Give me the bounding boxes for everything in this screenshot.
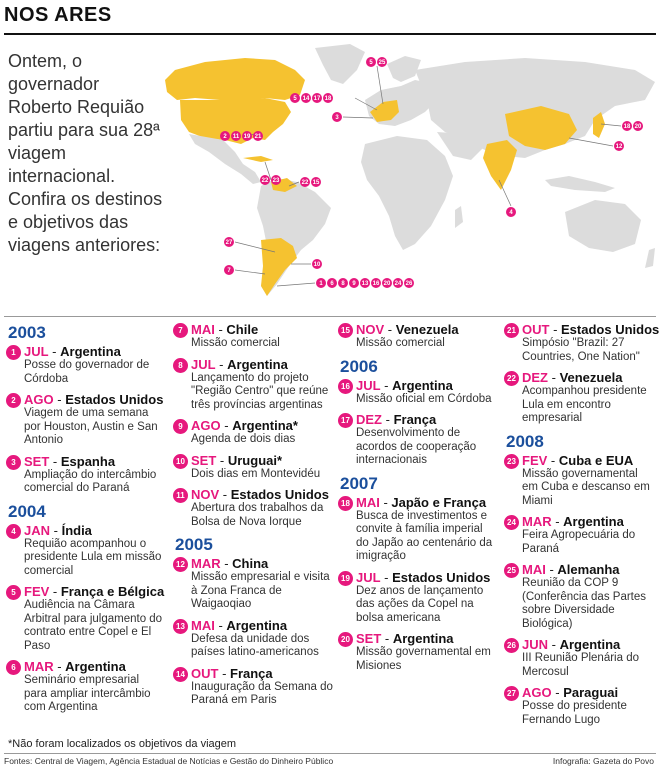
year-heading: 2005: [175, 535, 213, 554]
intro-text: Ontem, o governador Roberto Requião partiu para sua 28ª viagem internacional. Confira os destinos e objetivos das viagens anteriores:: [8, 51, 163, 255]
trip-number-badge: 3: [6, 455, 21, 470]
trip-entry: [504, 370, 656, 426]
trip-description: Dez anos de lançamento das ações da Copel na bolsa americana: [356, 584, 484, 624]
map-marker-label: 12: [615, 144, 623, 151]
trip-description: Ampliação do intercâmbio comercial do Paraná: [24, 468, 157, 494]
trip-separator: -: [551, 685, 564, 700]
trip-destination: Estados Unidos: [392, 569, 491, 585]
map-marker-label: 18: [623, 124, 631, 131]
trip-month: MAI: [356, 494, 380, 510]
trip-number-badge: 4: [6, 524, 21, 539]
title-rule: [4, 33, 656, 35]
trip-month: JUL: [356, 569, 381, 585]
marker-leader-line: [343, 117, 373, 118]
trip-number-badge: 19: [338, 571, 353, 586]
trip-destination: Espanha: [60, 453, 116, 469]
map-marker-label: 22: [261, 178, 269, 185]
africa-shape: [361, 136, 453, 250]
trip-destination: França: [393, 412, 437, 427]
trip-destination: Venezuela: [559, 370, 623, 385]
trip-heading: [191, 487, 333, 502]
trip-separator: -: [49, 584, 61, 599]
trip-month: MAR: [522, 514, 552, 529]
map-marker-label: 17: [313, 96, 321, 103]
trip-description: Abertura dos trabalhos da Bolsa de Nova Iorque: [191, 502, 324, 528]
trip-destination: Paraguai: [563, 685, 619, 700]
trip-description: Defesa da unidade dos países latino-americanos: [191, 632, 319, 658]
trip-description: Busca de investimentos e convite à família imperial do Japão ao centenário da imigração: [356, 509, 493, 562]
trip-heading: [24, 344, 164, 359]
trip-entry: [173, 618, 333, 660]
argentina-shape: [261, 238, 297, 296]
map-marker-label: 23: [272, 178, 280, 185]
map-marker-label: 18: [324, 96, 332, 103]
trip-separator: -: [216, 452, 228, 468]
trip-entry: [6, 454, 164, 496]
trip-entry: [173, 453, 333, 482]
trip-heading: [356, 631, 498, 646]
trip-entry: [173, 487, 333, 529]
credit: Infografia: Gazeta do Povo: [552, 756, 654, 766]
trip-heading: [522, 685, 656, 700]
trip-month: MAR: [24, 659, 54, 674]
trip-destination: Argentina: [60, 344, 121, 359]
trip-description: Missão governamental em Cuba e descanso em Miami: [522, 467, 650, 507]
trip-month: SET: [24, 453, 50, 469]
trip-destination: França: [230, 665, 273, 681]
trip-heading: [356, 495, 498, 510]
map-marker-label: 9: [352, 281, 356, 288]
trip-heading: [191, 322, 333, 337]
marker-leader-line: [277, 283, 315, 286]
trip-number-badge: 18: [338, 496, 353, 511]
trip-entry: [173, 357, 333, 413]
trip-destination: Argentina: [65, 659, 126, 674]
map-marker-label: 4: [509, 210, 513, 217]
trip-heading: [191, 453, 333, 468]
trip-heading: [522, 453, 656, 468]
new-zealand-shape: [645, 248, 655, 268]
trip-number-badge: 25: [504, 563, 519, 578]
trip-number-badge: 1: [6, 345, 21, 360]
trip-destination: Estados Unidos: [561, 322, 660, 337]
column-1: [6, 322, 164, 721]
map-marker-label: 16: [372, 281, 380, 288]
trip-separator: -: [50, 522, 62, 538]
trip-number-badge: 20: [338, 632, 353, 647]
trip-heading: [522, 637, 656, 652]
trip-month: AGO: [24, 392, 54, 407]
trip-entry: [504, 637, 656, 679]
trip-month: JUN: [522, 637, 549, 652]
trip-heading: [356, 378, 498, 393]
trip-destination: Cuba e EUA: [558, 452, 634, 468]
trip-month: MAR: [191, 556, 221, 571]
map-marker-label: 22: [301, 180, 309, 187]
map-rule: [4, 316, 656, 317]
trip-entry: [173, 556, 333, 612]
trip-separator: -: [214, 617, 227, 633]
trip-month: SET: [191, 452, 217, 468]
trip-description: Requião acompanhou o presidente Lula em missão comercial: [24, 537, 162, 577]
footnote: *Não foram localizados os objetivos da viagem: [8, 738, 237, 750]
trip-destination: Estados Unidos: [230, 487, 329, 502]
trip-number-badge: 14: [173, 667, 188, 682]
trip-month: AGO: [522, 685, 552, 700]
marker-leader-line: [235, 270, 265, 274]
indonesia-shape: [545, 176, 615, 192]
trip-heading: [356, 322, 498, 337]
trip-entry: [6, 523, 164, 579]
trip-heading: [522, 370, 656, 385]
trip-number-badge: 26: [504, 638, 519, 653]
trip-description: Inauguração da Semana do Paraná em Paris: [191, 680, 333, 706]
trip-entry: [6, 344, 164, 386]
trip-separator: -: [219, 487, 231, 502]
trip-heading: [522, 562, 656, 577]
trip-number-badge: 24: [504, 515, 519, 530]
trip-number-badge: 8: [173, 358, 188, 373]
trip-month: OUT: [191, 665, 219, 681]
trip-heading: [191, 618, 333, 633]
map-marker-label: 5: [369, 60, 373, 67]
trip-description: Missão comercial: [356, 337, 445, 349]
trip-separator: -: [380, 377, 393, 393]
map-marker-label: 3: [335, 115, 339, 122]
trip-number-badge: 16: [338, 379, 353, 394]
trip-number-badge: 15: [338, 323, 353, 338]
trip-entry: [338, 495, 498, 564]
trip-entry: [504, 514, 656, 556]
trip-entry: [173, 666, 333, 708]
cuba-shape: [243, 156, 273, 162]
trip-heading: [191, 357, 333, 372]
trip-separator: -: [218, 665, 231, 681]
australia-shape: [565, 200, 641, 252]
trip-description: Seminário empresarial para ampliar intercâmbio com Argentina: [24, 674, 151, 713]
trip-entry: [338, 570, 498, 626]
trip-number-badge: 21: [504, 323, 519, 338]
trip-description: Agenda de dois dias: [191, 433, 296, 445]
map-marker-label: 20: [634, 124, 642, 131]
trip-destination: Uruguai*: [227, 452, 283, 468]
year-heading: 2008: [506, 431, 544, 451]
trip-heading: [24, 523, 164, 538]
map-marker-label: 6: [330, 281, 334, 288]
trip-entry: [173, 418, 333, 447]
trip-number-badge: 23: [504, 454, 519, 469]
trip-description: Desenvolvimento de acordos de cooperação internacionais: [356, 427, 477, 466]
trip-separator: -: [382, 412, 394, 427]
trip-entry: [173, 322, 333, 351]
trip-heading: [522, 514, 656, 529]
trip-separator: -: [548, 637, 560, 652]
trip-number-badge: 12: [173, 557, 188, 572]
trip-description: Missão comercial: [191, 337, 280, 349]
trip-month: DEZ: [522, 370, 548, 385]
map-marker-label: 10: [313, 262, 321, 269]
trip-month: MAI: [191, 322, 215, 337]
year-heading: 2003: [8, 323, 46, 342]
trip-description: Missão empresarial e visita à Zona Franca de Waigaoqiao: [191, 571, 330, 610]
trip-entry: [504, 685, 656, 727]
trip-month: SET: [356, 631, 382, 646]
map-marker-label: 19: [243, 134, 251, 141]
trip-heading: [24, 392, 164, 407]
trip-separator: -: [220, 418, 233, 433]
trip-entry: [338, 322, 498, 351]
trip-number-badge: 13: [173, 619, 188, 634]
column-3: [338, 322, 498, 679]
trip-entry: [338, 631, 498, 673]
trip-destination: Chile: [226, 322, 259, 337]
trip-description: Dois dias em Montevidéu: [191, 467, 321, 480]
sources: Fontes: Central de Viagem, Agência Estadual de Notícias e Gestão do Dinheiro Público: [4, 756, 334, 766]
trip-separator: -: [381, 631, 393, 646]
map-marker-label: 14: [302, 96, 310, 103]
canada-shape: [165, 58, 305, 103]
trip-month: MAI: [191, 617, 215, 633]
trip-description: III Reunião Plenária do Mercosul: [522, 652, 639, 678]
map-marker-label: 20: [383, 281, 391, 288]
trip-description: Posse do presidente Fernando Lugo: [522, 700, 627, 726]
trip-description: Reunião da COP 9 (Conferência das Partes sobre Diversidade Biológica): [522, 577, 647, 630]
trip-heading: [356, 412, 498, 427]
trip-separator: -: [549, 322, 562, 337]
map-marker-label: 25: [378, 60, 386, 67]
trip-number-badge: 6: [6, 660, 21, 675]
map-marker-label: 2: [223, 134, 227, 141]
trip-separator: -: [48, 344, 61, 359]
trip-separator: -: [215, 356, 228, 372]
trip-destination: Argentina: [392, 631, 454, 646]
trip-separator: -: [545, 562, 558, 577]
trip-description: Acompanhou presidente Lula em encontro empresarial: [522, 385, 647, 424]
trip-number-badge: 9: [173, 419, 188, 434]
trip-destination: Alemanha: [557, 562, 620, 577]
trip-heading: [522, 322, 660, 337]
trip-description: Missão governamental em Misiones: [356, 646, 491, 672]
map-marker-label: 7: [227, 268, 231, 275]
trip-destination: Japão e França: [391, 494, 487, 510]
year-heading: 2004: [8, 501, 46, 521]
trip-description: Viagem de uma semana por Houston, Austin e San Antonio: [24, 407, 158, 446]
trip-destination: Venezuela: [395, 322, 459, 337]
trip-description: Posse do governador de Córdoba: [24, 359, 150, 385]
page-title: NOS ARES: [4, 4, 112, 26]
trip-number-badge: 5: [6, 585, 21, 600]
map-marker-label: 1: [319, 281, 323, 288]
trip-month: OUT: [522, 322, 550, 337]
trip-destination: Argentina: [227, 356, 288, 372]
trip-number-badge: 27: [504, 686, 519, 701]
trip-heading: [24, 584, 164, 599]
world-map: [165, 40, 660, 310]
trip-month: NOV: [356, 322, 385, 337]
trip-entry: [504, 562, 656, 631]
scandinavia-shape: [387, 56, 421, 82]
trip-month: FEV: [522, 452, 548, 468]
trip-month: MAI: [522, 562, 546, 577]
trip-month: JUL: [191, 356, 216, 372]
trip-number-badge: 11: [173, 488, 188, 503]
year-heading: 2006: [340, 356, 378, 376]
trip-month: FEV: [24, 584, 50, 599]
trip-description: Missão oficial em Córdoba: [356, 392, 492, 405]
trip-destination: Estados Unidos: [65, 392, 164, 407]
trip-month: JUL: [356, 377, 381, 393]
trip-destination: Argentina: [226, 617, 288, 633]
trip-number-badge: 10: [173, 454, 188, 469]
column-4: [504, 322, 660, 733]
trip-entry: [6, 584, 164, 653]
trip-month: NOV: [191, 487, 220, 502]
trip-separator: -: [384, 322, 396, 337]
trip-separator: -: [551, 514, 564, 529]
column-2: [173, 322, 333, 714]
trip-destination: Argentina: [559, 637, 621, 652]
trip-entry: [6, 659, 164, 715]
trip-destination: China: [232, 556, 269, 571]
trip-separator: -: [220, 556, 233, 571]
trip-description: Simpósio "Brazil: 27 Countries, One Nation": [522, 337, 640, 363]
trip-entry: [338, 378, 498, 407]
map-marker-label: 26: [405, 281, 413, 288]
madagascar-shape: [455, 206, 463, 228]
trip-heading: [24, 659, 164, 674]
trip-destination: Argentina*: [232, 418, 298, 433]
trip-destination: Argentina: [563, 514, 624, 529]
trip-separator: -: [53, 392, 66, 407]
trip-month: JUL: [24, 344, 49, 359]
map-marker-label: 21: [254, 134, 262, 141]
trip-heading: [191, 418, 333, 433]
trip-number-badge: 22: [504, 371, 519, 386]
map-marker-label: 5: [293, 96, 297, 103]
trip-separator: -: [380, 569, 393, 585]
trip-destination: Índia: [61, 522, 92, 538]
marker-leader-line: [499, 180, 511, 206]
trip-description: Audiência na Câmara Arbitral para julgamento do contrato entre Copel e El Paso: [24, 599, 163, 652]
map-marker-label: 11: [232, 134, 240, 141]
map-marker-label: 27: [225, 240, 233, 247]
trip-month: AGO: [191, 418, 221, 433]
trip-separator: -: [214, 322, 227, 337]
year-heading: 2007: [340, 473, 378, 493]
footer-rule: [4, 753, 656, 754]
map-marker-label: 15: [312, 180, 320, 187]
trip-heading: [356, 570, 498, 585]
trip-description: Lançamento do projeto "Região Centro" que reúne três províncias argentinas: [191, 371, 329, 411]
trip-separator: -: [379, 494, 392, 510]
map-marker-label: 24: [394, 281, 402, 288]
trip-destination: Argentina: [392, 377, 453, 393]
trip-separator: -: [548, 370, 560, 385]
trip-entry: [6, 392, 164, 448]
trip-month: JAN: [24, 522, 51, 538]
trip-number-badge: 7: [173, 323, 188, 338]
marker-leader-line: [569, 138, 613, 146]
trip-separator: -: [49, 453, 61, 469]
trip-number-badge: 17: [338, 413, 353, 428]
map-marker-label: 8: [341, 281, 345, 288]
trip-separator: -: [53, 659, 66, 674]
greenland-shape: [315, 44, 365, 84]
trip-entry: [504, 322, 660, 364]
trip-heading: [191, 666, 333, 681]
trip-destination: França e Bélgica: [60, 584, 165, 599]
trip-month: DEZ: [356, 412, 382, 427]
trip-separator: -: [547, 452, 559, 468]
trip-entry: [338, 412, 498, 468]
map-marker-label: 13: [361, 281, 369, 288]
trip-description: Feira Agropecuária do Paraná: [522, 529, 636, 555]
trip-number-badge: 2: [6, 393, 21, 408]
trip-heading: [191, 556, 333, 571]
trip-entry: [504, 453, 656, 509]
trip-heading: [24, 454, 164, 469]
